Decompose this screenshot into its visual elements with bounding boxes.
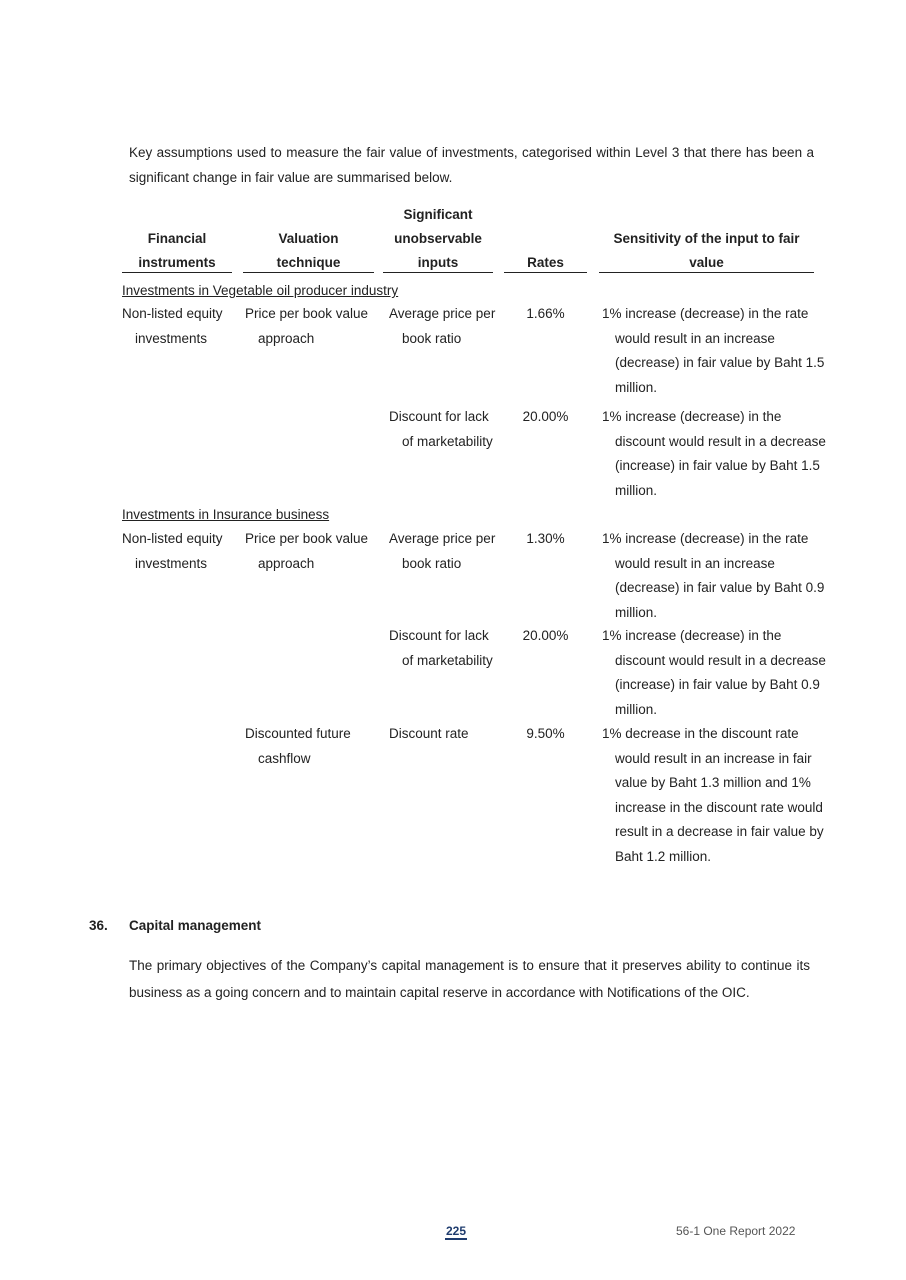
table-cell-input: Average price per book ratio bbox=[389, 531, 496, 571]
table-cell-input: Discount for lack of marketability bbox=[389, 409, 493, 449]
table-cell-rate: 9.50% bbox=[526, 726, 565, 741]
header-rule-technique bbox=[243, 272, 374, 273]
section-heading: Capital management bbox=[129, 918, 262, 933]
table-cell-instrument: Non-listed equity investments bbox=[122, 306, 223, 346]
header-rule-sensitivity bbox=[599, 272, 814, 273]
table-cell-sensitivity: 1% increase (decrease) in the rate would result in an increase (decrease) in fair value by Baht 1.5 million. bbox=[602, 306, 825, 395]
table-cell-sensitivity: 1% decrease in the discount rate would result in an increase in fair value by Baht 1.3 million and 1% increase in the discount rate would result in a decrease in fair value by Baht 1.2 million. bbox=[602, 726, 824, 864]
table-cell-technique: Price per book value approach bbox=[245, 306, 369, 346]
table-cell-input: Discount rate bbox=[389, 726, 469, 741]
table-cell-technique: Price per book value approach bbox=[245, 531, 369, 571]
section-title-vegetable-oil: Investments in Vegetable oil producer industry bbox=[122, 283, 399, 298]
header-valuation-technique: Valuation technique bbox=[276, 231, 341, 270]
table-cell-rate: 1.30% bbox=[526, 531, 565, 546]
report-name: 56-1 One Report 2022 bbox=[676, 1224, 796, 1238]
table-cell-rate: 20.00% bbox=[522, 628, 569, 643]
table-cell-instrument: Non-listed equity investments bbox=[122, 531, 223, 571]
section-title-insurance: Investments in Insurance business bbox=[122, 507, 330, 522]
header-significant-inputs: Significant unobservable inputs bbox=[394, 207, 482, 270]
table-cell-technique: Discounted future cashflow bbox=[245, 726, 351, 766]
header-rule-inputs bbox=[383, 272, 493, 273]
table-cell-sensitivity: 1% increase (decrease) in the discount would result in a decrease (increase) in fair value by Baht 0.9 million. bbox=[602, 628, 826, 717]
intro-paragraph: Key assumptions used to measure the fair value of investments, categorised within Level 3 that there has been a significant change in fair value are summarised below. bbox=[129, 145, 814, 185]
table-cell-rate: 20.00% bbox=[522, 409, 569, 424]
header-rule-instruments bbox=[122, 272, 232, 273]
page-number-underline bbox=[445, 1238, 467, 1240]
header-rule-rates bbox=[504, 272, 587, 273]
section-number: 36. bbox=[89, 918, 108, 933]
header-financial-instruments: Financial instruments bbox=[138, 231, 216, 270]
table-cell-rate: 1.66% bbox=[526, 306, 565, 321]
table-cell-input: Average price per book ratio bbox=[389, 306, 496, 346]
table-cell-sensitivity: 1% increase (decrease) in the rate would result in an increase (decrease) in fair value by Baht 0.9 million. bbox=[602, 531, 825, 620]
table-cell-sensitivity: 1% increase (decrease) in the discount would result in a decrease (increase) in fair value by Baht 1.5 million. bbox=[602, 409, 826, 498]
header-sensitivity: Sensitivity of the input to fair value bbox=[613, 231, 800, 270]
page-number: 225 bbox=[445, 1224, 467, 1238]
capital-management-paragraph: The primary objectives of the Company’s capital management is to ensure that it preserves ability to continue its business as a going concern and to maintain capital reserve in accordance with Notifications of the OIC. bbox=[129, 958, 810, 1000]
table-cell-input: Discount for lack of marketability bbox=[389, 628, 493, 668]
header-rates: Rates bbox=[527, 255, 564, 270]
